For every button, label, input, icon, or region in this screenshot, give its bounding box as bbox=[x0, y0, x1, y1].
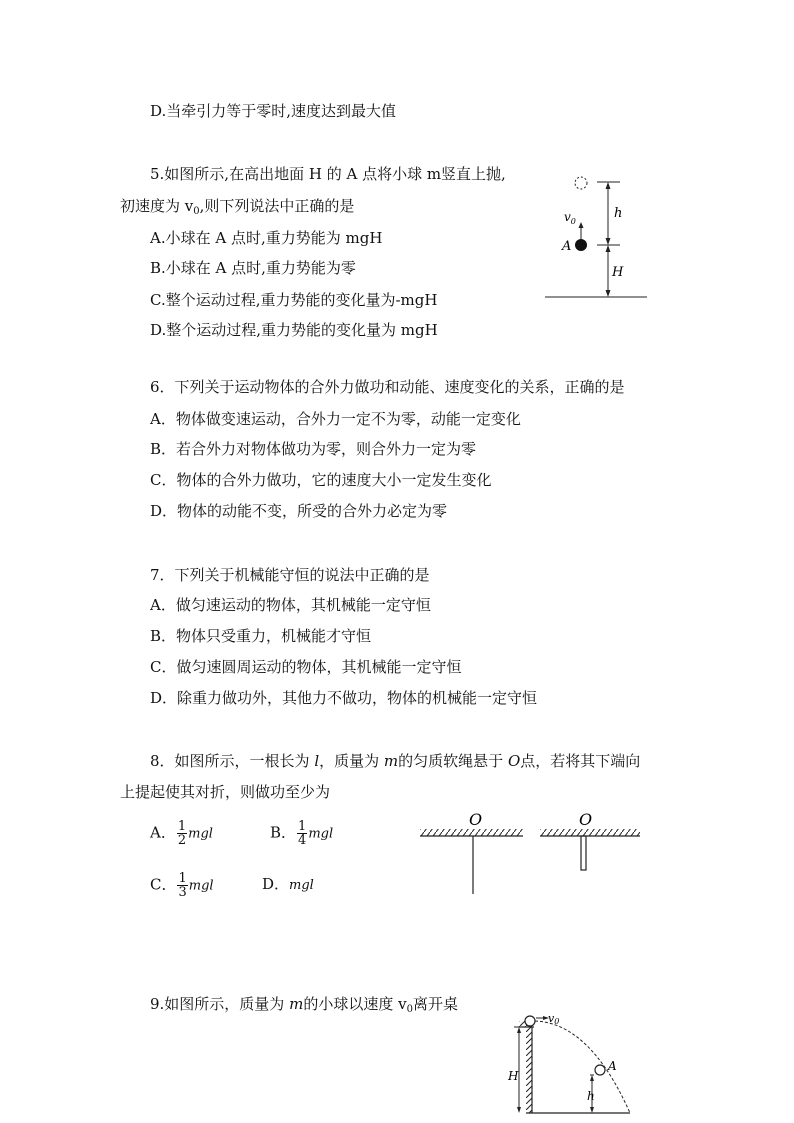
ball-start bbox=[525, 1016, 535, 1026]
q8-opt-c-tail: mgl bbox=[188, 878, 214, 894]
q8-opt-a-frac bbox=[177, 820, 187, 847]
q6-option-d: D．物体的动能不变，所受的合外力必定为零 bbox=[150, 502, 448, 520]
ball-a bbox=[595, 1065, 605, 1075]
q5-option-c: C.整个运动过程,重力势能的变化量为-mgH bbox=[150, 291, 438, 309]
H-arrow-down bbox=[606, 290, 611, 297]
q8-option-c bbox=[150, 872, 214, 899]
q8-stem-o: O bbox=[507, 752, 521, 770]
v0-label: v0 bbox=[548, 1012, 560, 1026]
q6-option-b: B．若合外力对物体做功为零，则合外力一定为零 bbox=[150, 440, 477, 458]
q8-option-a bbox=[150, 820, 213, 847]
q9-stem-p1: 9.如图所示，质量为 bbox=[150, 995, 290, 1013]
h-label: h bbox=[614, 206, 623, 221]
q8-opt-a-num: 1 bbox=[177, 819, 187, 834]
ball-a bbox=[575, 239, 587, 251]
a-label: A bbox=[608, 1059, 617, 1073]
q8-stem-p3: 的匀质软绳悬于 bbox=[398, 752, 508, 770]
q8-option-b bbox=[270, 820, 333, 847]
h-arrow-down bbox=[606, 238, 611, 245]
q9-stem bbox=[150, 994, 458, 1020]
H-label: H bbox=[508, 1069, 519, 1083]
q4-option-d: D.当牵引力等于零时,速度达到最大值 bbox=[150, 102, 397, 120]
q8-stem-p2: ，质量为 bbox=[319, 752, 384, 770]
q8-opt-b-frac bbox=[297, 820, 307, 847]
table-wall-hatch bbox=[526, 1027, 532, 1113]
q7-option-c: C．做匀速圆周运动的物体，其机械能一定守恒 bbox=[150, 658, 462, 676]
q6-stem: 6．下列关于运动物体的合外力做功和动能、速度变化的关系，正确的是 bbox=[150, 378, 625, 396]
q7-option-a: A．做匀速运动的物体，其机械能一定守恒 bbox=[150, 596, 431, 614]
q8-stem-m: m bbox=[383, 752, 399, 770]
q5-stem-sub: 0 bbox=[193, 206, 200, 217]
q5-option-d: D.整个运动过程,重力势能的变化量为 mgH bbox=[150, 321, 438, 339]
H-arrow-up bbox=[606, 245, 611, 252]
q9-stem-sub: 0 bbox=[406, 1004, 413, 1015]
q9-stem-p2: 的小球以速度 v bbox=[303, 995, 407, 1013]
q5-stem-post: ,则下列说法中正确的是 bbox=[199, 197, 355, 215]
h-arrow-up bbox=[590, 1075, 594, 1081]
q6-option-a: A．物体做变速运动，合外力一定不为零，动能一定变化 bbox=[150, 410, 521, 428]
q8-opt-c-label: C． bbox=[150, 875, 177, 894]
q8-stem-p1: 8．如图所示，一根长为 bbox=[150, 752, 315, 770]
rope-folded bbox=[581, 836, 586, 870]
q7-option-d: D．除重力做功外，其他力不做功，物体的机械能一定守恒 bbox=[150, 689, 538, 707]
q7-option-b: B．物体只受重力，机械能才守恒 bbox=[150, 627, 372, 645]
q9-stem-p3: 离开桌 bbox=[412, 995, 458, 1013]
q8-opt-c-frac bbox=[177, 872, 187, 899]
v0-arrow-head bbox=[579, 222, 584, 228]
q6-option-c: C．物体的合外力做功，它的速度大小一定发生变化 bbox=[150, 471, 492, 489]
o-right-label: O bbox=[579, 810, 593, 829]
q8-opt-a-label: A． bbox=[150, 823, 176, 842]
q8-opt-b-den: 4 bbox=[298, 833, 307, 848]
q5-figure bbox=[540, 170, 655, 305]
q8-option-d bbox=[262, 874, 314, 896]
q9-stem-m: m bbox=[289, 995, 304, 1013]
q8-stem-p4: 点，若将其下端向 bbox=[520, 752, 641, 770]
ball-top-dashed bbox=[575, 177, 587, 189]
q5-stem-line2 bbox=[120, 196, 354, 222]
q8-opt-d-tail: mgl bbox=[289, 878, 314, 893]
q5-stem-pre: 初速度为 v bbox=[120, 197, 194, 215]
q8-stem-line2: 上提起使其对折，则做功至少为 bbox=[120, 783, 331, 801]
q5-stem-line1: 5.如图所示,在高出地面 H 的 A 点将小球 m竖直上抛, bbox=[150, 165, 506, 183]
ceiling-right-hatch bbox=[540, 829, 640, 836]
q8-opt-d-label: D． bbox=[262, 875, 290, 893]
q8-opt-a-tail: mgl bbox=[188, 826, 213, 842]
ceiling-left-hatch bbox=[420, 829, 523, 836]
h-arrow-up bbox=[606, 182, 611, 189]
H-arrow-up bbox=[517, 1027, 521, 1033]
v0-label: $v_0$ bbox=[564, 210, 576, 226]
q8-opt-b-tail: mgl bbox=[308, 826, 334, 842]
q8-opt-a-den: 2 bbox=[177, 833, 187, 848]
q8-opt-c-den: 3 bbox=[178, 885, 187, 900]
q8-opt-c-num: 1 bbox=[178, 871, 187, 886]
H-arrow-down bbox=[517, 1107, 521, 1113]
q8-stem-l: l bbox=[314, 752, 320, 770]
q9-figure bbox=[490, 1008, 650, 1123]
q5-option-b: B.小球在 A 点时,重力势能为零 bbox=[150, 259, 356, 277]
a-label: A bbox=[562, 239, 572, 254]
q5-option-a: A.小球在 A 点时,重力势能为 mgH bbox=[150, 229, 383, 247]
H-label: H bbox=[612, 265, 624, 280]
o-left-label: O bbox=[469, 810, 483, 829]
q7-stem: 7．下列关于机械能守恒的说法中正确的是 bbox=[150, 566, 430, 584]
h-arrow-down bbox=[590, 1107, 594, 1113]
q8-stem-line1 bbox=[150, 751, 640, 771]
q8-figure bbox=[418, 808, 643, 898]
q8-opt-b-num: 1 bbox=[298, 819, 307, 834]
q8-opt-b-label: B． bbox=[270, 823, 297, 842]
h-label: h bbox=[587, 1089, 595, 1103]
